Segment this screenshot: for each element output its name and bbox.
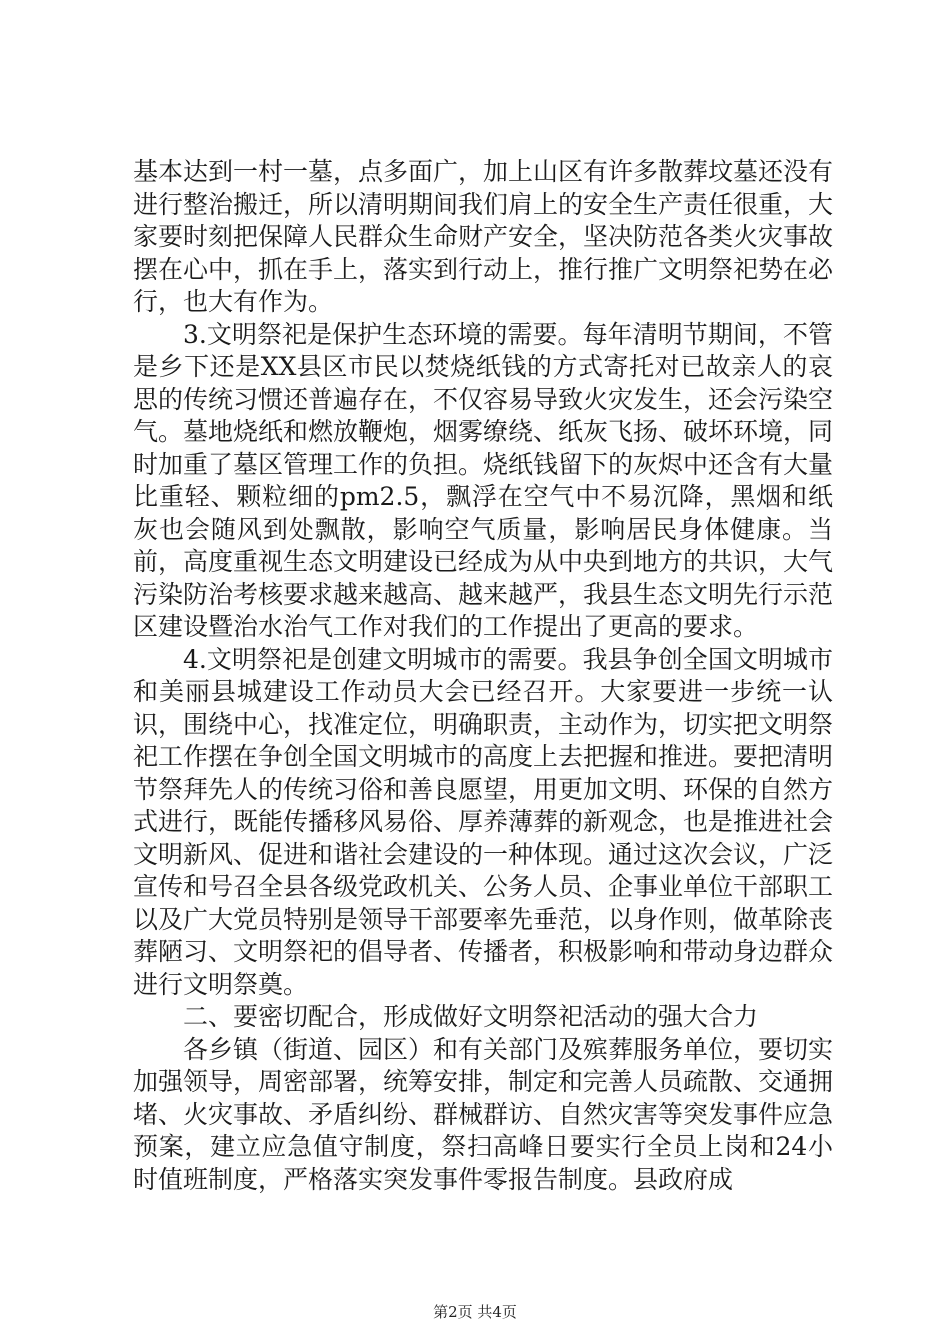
paragraph-civilized-city: 4.文明祭祀是创建文明城市的需要。我县争创全国文明城市和美丽县城建设工作动员大会已经召开。大家要进一步统一认识，围绕中心，找准定位，明确职责，主动作为，切实把文明祭祀工作摆在争创全国文明城市的高度上去把握和推进。要把清明节祭拜先人的传统习俗和善良愿望，用更加文明、环保的自然方式进行，既能传播移风易俗、厚养薄葬的新观念，也是推进社会文明新风、促进和谐社会建设的一种体现。通过这次会议，广泛宣传和号召全县各级党政机关、公务人员、企事业单位干部职工以及广大党员特别是领导干部要率先垂范，以身作则，做革除丧葬陋习、文明祭祀的倡导者、传播者，积极影响和带动身边群众进行文明祭奠。 — [133, 644, 834, 999]
paragraph-continuation: 基本达到一村一墓，点多面广，加上山区有许多散葬坟墓还没有进行整治搬迁，所以清明期间我们肩上的安全生产责任很重，大家要时刻把保障人民群众生命财产安全，坚决防范各类火灾事故摆在心中，抓在手上，落实到行动上，推行推广文明祭祀势在必行，也大有作为。 — [133, 157, 834, 316]
section-heading: 二、要密切配合，形成做好文明祭祀活动的强大合力 — [183, 1002, 759, 1031]
paragraph-coordination: 各乡镇（街道、园区）和有关部门及殡葬服务单位，要切实加强领导，周密部署，统筹安排，制定和完善人员疏散、交通拥堵、火灾事故、矛盾纠纷、群械群访、自然灾害等突发事件应急预案，建立应急值守制度，祭扫高峰日要实行全员上岗和24小时值班制度，严格落实突发事件零报告制度。县政府成 — [133, 1034, 834, 1194]
paragraph-ecology: 3.文明祭祀是保护生态环境的需要。每年清明节期间，不管是乡下还是XX县区市民以焚烧纸钱的方式寄托对已故亲人的哀思的传统习惯还普遍存在，不仅容易导致火灾发生，还会污染空气。墓地烧纸和燃放鞭炮，烟雾缭绕、纸灰飞扬、破坏环境，同时加重了墓区管理工作的负担。烧纸钱留下的灰烬中还含有大量比重轻、颗粒细的pm2.5，飘浮在空气中不易沉降，黑烟和纸灰也会随风到处飘散，影响空气质量，影响居民身体健康。当前，高度重视生态文明建设已经成为从中央到地方的共识，大气污染防治考核要求越来越高、越来越严，我县生态文明先行示范区建设暨治水治气工作对我们的工作提出了更高的要求。 — [133, 319, 834, 641]
document-body — [133, 156, 833, 1196]
page-number-footer: 第2页 共4页 — [433, 1303, 517, 1321]
